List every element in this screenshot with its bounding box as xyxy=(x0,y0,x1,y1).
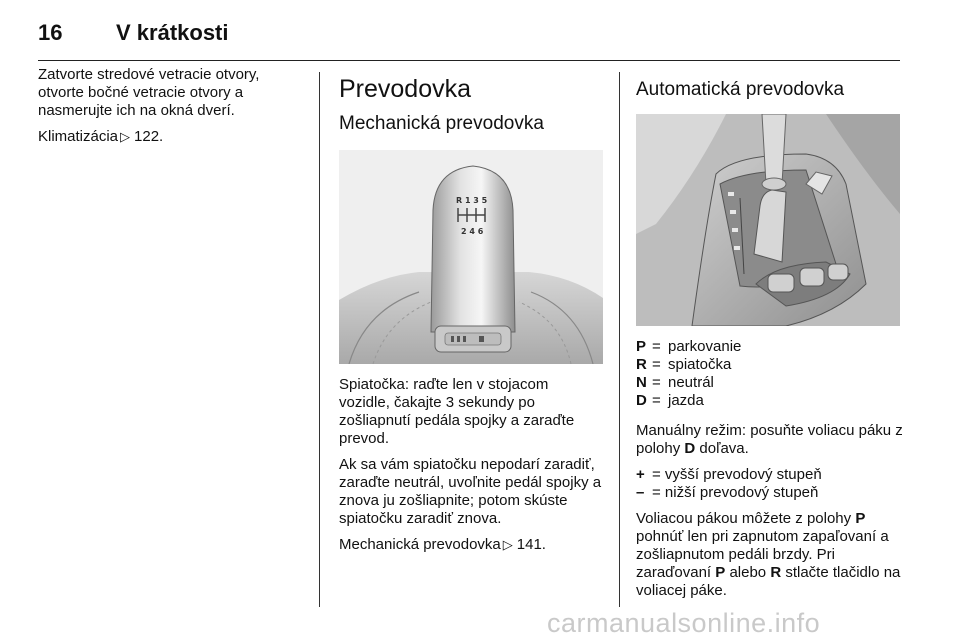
legend-key: N xyxy=(636,374,647,391)
col2-reference xyxy=(339,536,603,554)
page-ref-icon xyxy=(501,536,517,553)
header-divider xyxy=(38,60,900,61)
manual-mode-text-end: doľava. xyxy=(695,440,749,457)
col2-paragraph-2: Ak sa vám spiatočku nepodarí zaradiť, zaraďte neutrál, uvoľnite pedál spojky a znova ju zošliapnite; potom skúste spiatočku zaradiť znova. xyxy=(339,456,602,527)
selector-key-1: P xyxy=(855,510,866,527)
automatic-selector-illustration xyxy=(636,114,900,326)
manual-mode-key: D xyxy=(684,440,696,457)
manual-transmission-heading: Mechanická prevodovka xyxy=(339,113,544,134)
automatic-transmission-heading: Automatická prevodovka xyxy=(636,79,845,100)
page-number: 16 xyxy=(38,20,63,45)
selector-text-4: stlačte tlačidlo na voliacej páke. xyxy=(636,564,901,599)
column-2 xyxy=(339,66,603,562)
legend-key: R xyxy=(636,356,647,373)
selector-key-2: P xyxy=(715,564,726,581)
section-heading: Prevodovka xyxy=(339,75,472,103)
legend-key: D xyxy=(636,392,647,409)
legend-text: neutrál xyxy=(668,374,714,391)
col2-paragraph-1: Spiatočka: raďte len v stojacom vozidle, čakajte 3 sekundy po zošliapnutí pedála spojky a zaraďte prevod. xyxy=(339,376,575,447)
legend-row xyxy=(636,356,904,374)
page-ref-icon xyxy=(118,128,134,145)
selector-paragraph xyxy=(636,510,904,600)
legend-equals: = xyxy=(652,356,661,373)
column-3 xyxy=(636,66,904,608)
legend-text: parkovanie xyxy=(668,338,742,355)
upshift-text: = vyšší prevodový stupeň xyxy=(652,466,822,483)
selector-text-2: pohnúť len pri zapnutom zapaľovaní a zošliapnutom pedáli brzdy. Pri zaraďovaní xyxy=(636,528,889,581)
legend-key: P xyxy=(636,338,647,355)
shift-symbols xyxy=(636,466,904,502)
legend-equals: = xyxy=(652,374,661,391)
manual-mode-text: Manuálny režim: posuňte voliacu páku z polohy xyxy=(636,422,903,457)
minus-icon: – xyxy=(636,484,645,501)
column-divider-1 xyxy=(319,72,320,607)
legend-row xyxy=(636,374,904,392)
col1-reference-page: 122. xyxy=(134,128,164,145)
downshift-text: = nižší prevodový stupeň xyxy=(652,484,819,501)
legend-text: jazda xyxy=(668,392,704,409)
legend-text: spiatočka xyxy=(668,356,732,373)
gear-pattern-bottom-label: 2 4 6 xyxy=(461,227,484,236)
column-1 xyxy=(38,66,298,154)
legend-row xyxy=(636,338,904,356)
col2-reference-text: Mechanická prevodovka xyxy=(339,536,501,553)
selector-key-3: R xyxy=(770,564,782,581)
watermark: carmanualsonline.info xyxy=(547,608,821,638)
selector-text-1: Voliacou pákou môžete z polohy xyxy=(636,510,856,527)
column-divider-2 xyxy=(619,72,620,607)
col1-paragraph: Zatvorte stredové vetracie otvory, otvorte bočné vetracie otvory a nasmerujte ich na okná dverí. xyxy=(38,66,260,119)
col1-reference-text: Klimatizácia xyxy=(38,128,119,145)
gear-position-legend xyxy=(636,338,904,410)
legend-equals: = xyxy=(652,392,661,409)
col2-reference-page: 141. xyxy=(516,536,546,553)
legend-equals: = xyxy=(652,338,661,355)
manual-mode-paragraph xyxy=(636,422,904,458)
selector-text-3: alebo xyxy=(725,564,771,581)
page-title: V krátkosti xyxy=(116,20,229,45)
manual-gear-knob-illustration xyxy=(339,150,603,364)
page-header xyxy=(38,18,229,48)
gear-pattern-top-label: R 1 3 5 xyxy=(456,196,488,205)
legend-row xyxy=(636,392,904,410)
gear-selector-icon xyxy=(636,114,900,326)
plus-icon: + xyxy=(636,466,645,483)
gear-knob-icon xyxy=(339,150,603,364)
col1-reference xyxy=(38,128,298,146)
